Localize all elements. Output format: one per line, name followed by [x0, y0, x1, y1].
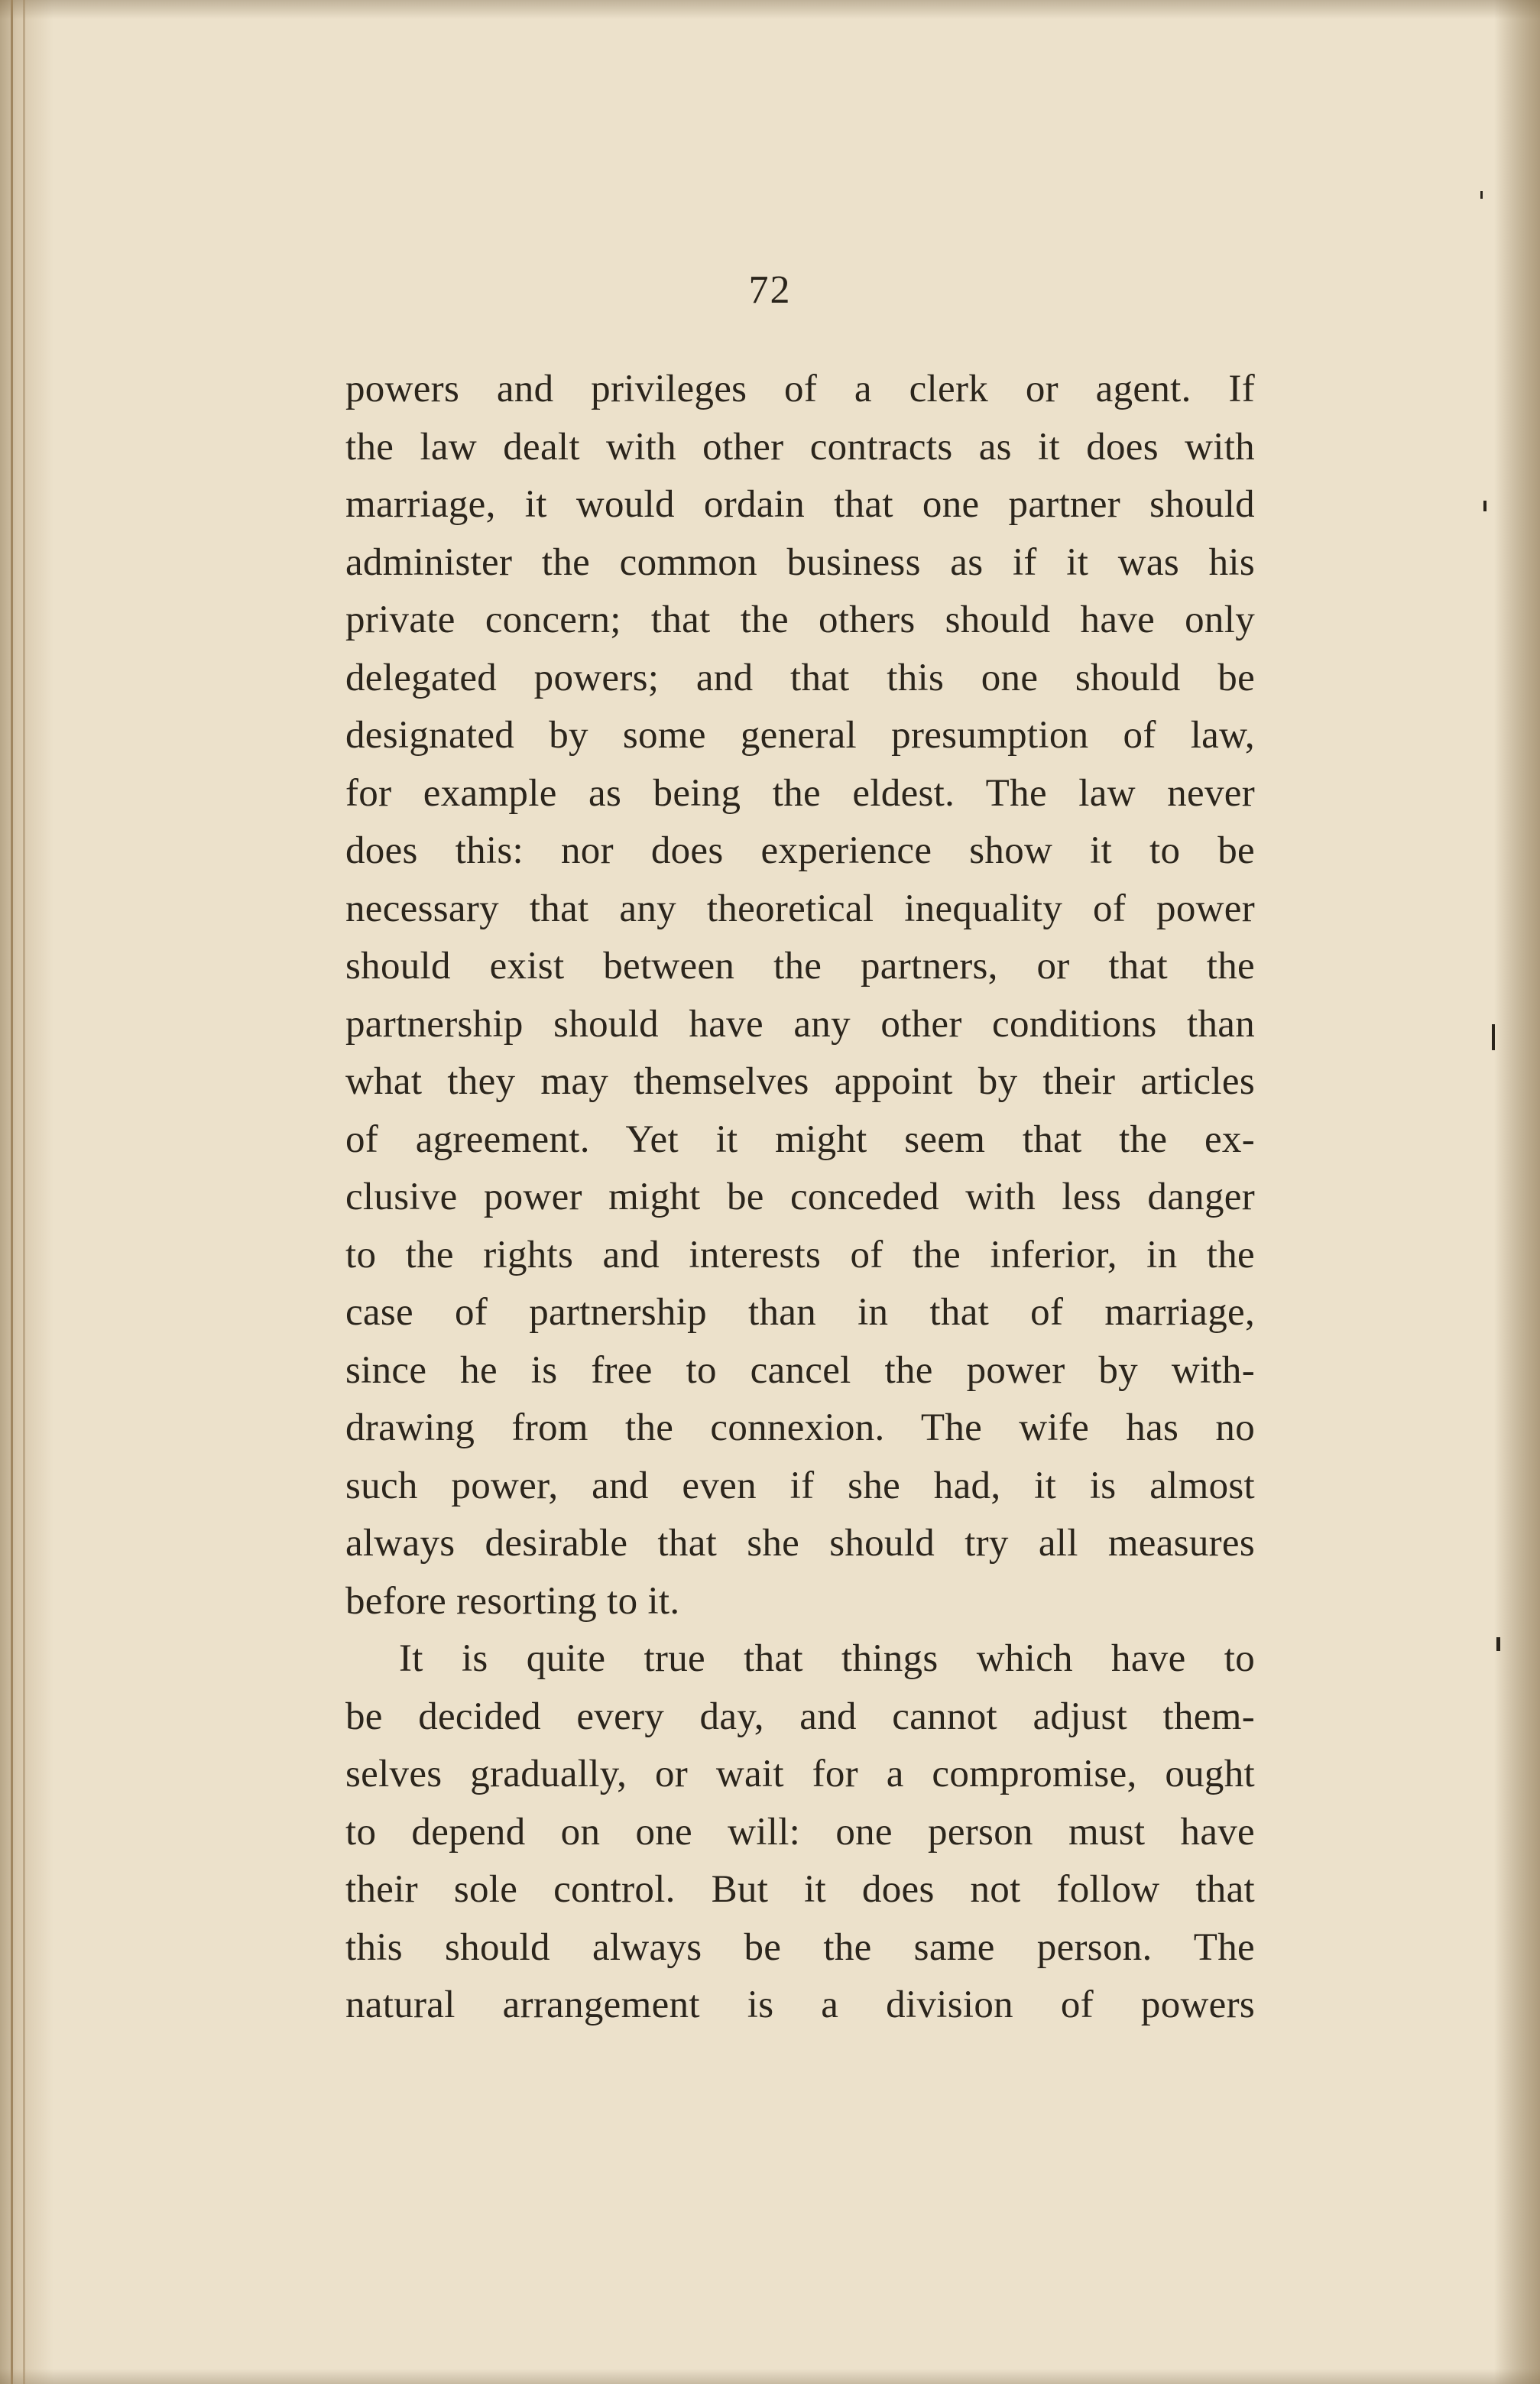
margin-mark	[1483, 501, 1487, 511]
binding-edge-inner	[23, 0, 25, 2384]
text-line: what they may themselves appoint by their articles	[345, 1060, 1255, 1103]
text-line: such power, and even if she had, it is almost	[345, 1464, 1255, 1507]
text-line: this should always be the same person. The	[345, 1925, 1255, 1969]
text-line: should exist between the partners, or that the	[345, 945, 1255, 988]
text-line: the law dealt with other contracts as it does with	[345, 425, 1255, 469]
fore-edge-shadow	[1494, 0, 1540, 2384]
text-line: be decided every day, and cannot adjust them-	[345, 1695, 1255, 1738]
text-line: to the rights and interests of the inferior, in the	[345, 1233, 1255, 1276]
text-line: natural arrangement is a division of powers	[345, 1983, 1255, 2026]
text-line: drawing from the connexion. The wife has no	[345, 1406, 1255, 1449]
text-line: since he is free to cancel the power by with-	[345, 1348, 1255, 1392]
text-line: administer the common business as if it was his	[345, 540, 1255, 584]
text-line: does this: nor does experience show it to be	[345, 829, 1255, 872]
text-line: always desirable that she should try all measures	[345, 1522, 1255, 1565]
text-line: to depend on one will: one person must have	[345, 1810, 1255, 1854]
text-line: It is quite true that things which have to	[399, 1637, 1255, 1680]
text-line: selves gradually, or wait for a compromise, ought	[345, 1753, 1255, 1795]
text-line: private concern; that the others should have only	[345, 598, 1255, 641]
text-line: case of partnership than in that of marriage,	[345, 1291, 1255, 1334]
text-line: marriage, it would ordain that one partner should	[345, 483, 1255, 526]
text-line: necessary that any theoretical inequality of power	[345, 887, 1255, 930]
text-line: partnership should have any other conditions than	[345, 1002, 1255, 1046]
margin-mark	[1492, 1024, 1495, 1050]
text-line: delegated powers; and that this one should be	[345, 656, 1255, 699]
text-line: before resorting to it.	[345, 1579, 680, 1623]
text-line: for example as being the eldest. The law never	[345, 771, 1255, 815]
text-line: designated by some general presumption of law,	[345, 714, 1255, 757]
text-line: their sole control. But it does not follow that	[345, 1868, 1255, 1911]
text-line: powers and privileges of a clerk or agent. If	[345, 368, 1255, 410]
margin-mark	[1480, 191, 1483, 199]
page-number: 72	[748, 268, 792, 312]
body-text	[345, 361, 1255, 2035]
text-line: of agreement. Yet it might seem that the ex-	[345, 1117, 1255, 1161]
binding-edge	[11, 0, 13, 2384]
text-line: clusive power might be conceded with less danger	[345, 1176, 1255, 1218]
margin-mark	[1496, 1637, 1500, 1651]
